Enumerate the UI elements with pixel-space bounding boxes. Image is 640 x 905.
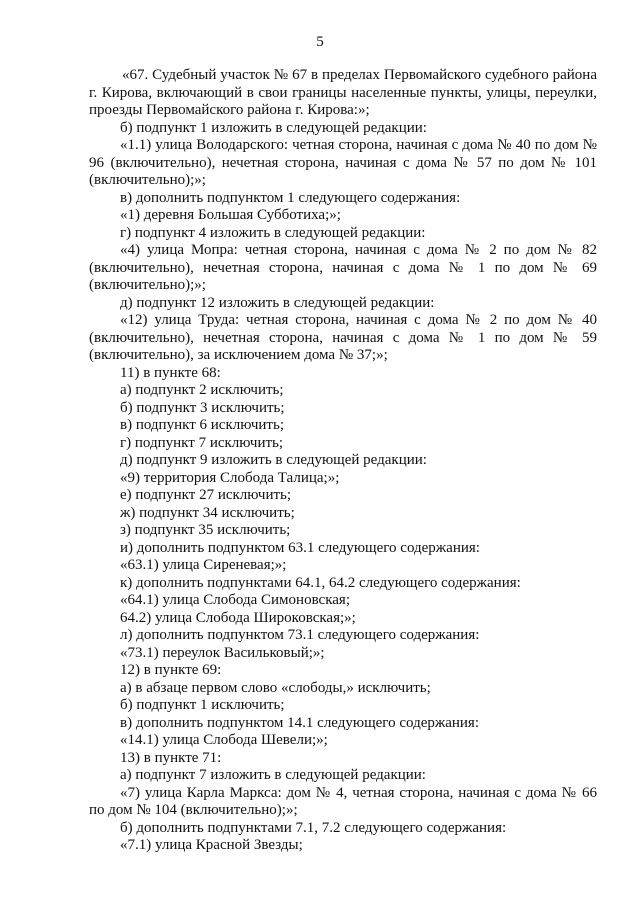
paragraph: в) дополнить подпунктом 14.1 следующего содержания: — [120, 714, 479, 731]
paragraph: д) подпункт 12 изложить в следующей редакции: — [120, 294, 435, 311]
paragraph: «12) улица Труда: четная сторона, начиная с дома № 2 по дом № 40 (включительно), нечетная сторона, начиная с дома № 1 по дом № 59 (включительно), за исключением дома № 37;»; — [89, 312, 597, 363]
paragraph: в) дополнить подпунктом 1 следующего содержания: — [120, 189, 461, 206]
paragraph: д) подпункт 9 изложить в следующей редакции: — [120, 452, 427, 468]
paragraph: е) подпункт 27 исключить; — [120, 487, 292, 503]
paragraph: 12) в пункте 69: — [120, 662, 222, 678]
paragraph: «7.1) улица Красной Звезды; — [120, 837, 303, 853]
paragraph: к) дополнить подпунктами 64.1, 64.2 следующего содержания: — [120, 574, 521, 591]
paragraph: «63.1) улица Сиреневая;»; — [120, 557, 287, 573]
paragraph: а) в абзаце первом слово «слободы,» исключить; — [120, 679, 431, 696]
paragraph: 64.2) улица Слобода Широковская;»; — [120, 609, 356, 626]
paragraph: 13) в пункте 71: — [120, 749, 222, 766]
paragraph: «1) деревня Большая Субботиха;»; — [120, 207, 341, 223]
paragraph: «9) территория Слобода Талица;»; — [120, 469, 340, 486]
paragraph: в) подпункт 6 исключить; — [120, 417, 284, 433]
page-number: 5 — [316, 34, 324, 50]
document-body — [89, 67, 597, 855]
paragraph: б) дополнить подпунктами 7.1, 7.2 следующего содержания: — [120, 819, 507, 836]
paragraph: «73.1) переулок Васильковый;»; — [120, 644, 325, 661]
paragraph: л) дополнить подпунктом 73.1 следующего содержания: — [120, 627, 480, 643]
paragraph: а) подпункт 7 изложить в следующей редакции: — [120, 767, 426, 783]
paragraph: «64.1) улица Слобода Симоновская; — [120, 592, 351, 608]
paragraph: и) дополнить подпунктом 63.1 следующего содержания: — [120, 539, 480, 556]
paragraph: «4) улица Мопра: четная сторона, начиная с дома № 2 по дом № 82 (включительно), нечетная сторона, начиная с дома № 1 по дом № 69 (включительно);»; — [89, 242, 597, 293]
paragraph: «14.1) улица Слобода Шевели;»; — [120, 732, 328, 748]
paragraph: б) подпункт 1 исключить; — [120, 697, 285, 713]
paragraph: б) подпункт 3 исключить; — [120, 399, 285, 416]
paragraph: г) подпункт 7 исключить; — [120, 434, 284, 451]
paragraph: з) подпункт 35 исключить; — [120, 522, 291, 538]
paragraph: а) подпункт 2 исключить; — [120, 382, 284, 398]
paragraph: б) подпункт 1 изложить в следующей редакции: — [120, 119, 427, 136]
paragraph: «7) улица Карла Маркса: дом № 4, четная сторона, начиная с дома № 66 по дом № 104 (включительно);»; — [89, 784, 597, 818]
paragraph: г) подпункт 4 изложить в следующей редакции: — [120, 224, 426, 241]
paragraph: «67. Судебный участок № 67 в пределах Первомайского судебного района г. Кирова, включающий в свои границы населенные пункты, улицы, переулки, проезды Первомайского района г. Кирова:»; — [89, 67, 597, 118]
paragraph: 11) в пункте 68: — [120, 364, 221, 381]
paragraph: «1.1) улица Володарского: четная сторона, начиная с дома № 40 по дом № 96 (включительно), нечетная сторона, начиная с дома № 57 по дом № 101 (включительно);»; — [89, 137, 597, 188]
paragraph: ж) подпункт 34 исключить; — [120, 504, 295, 521]
